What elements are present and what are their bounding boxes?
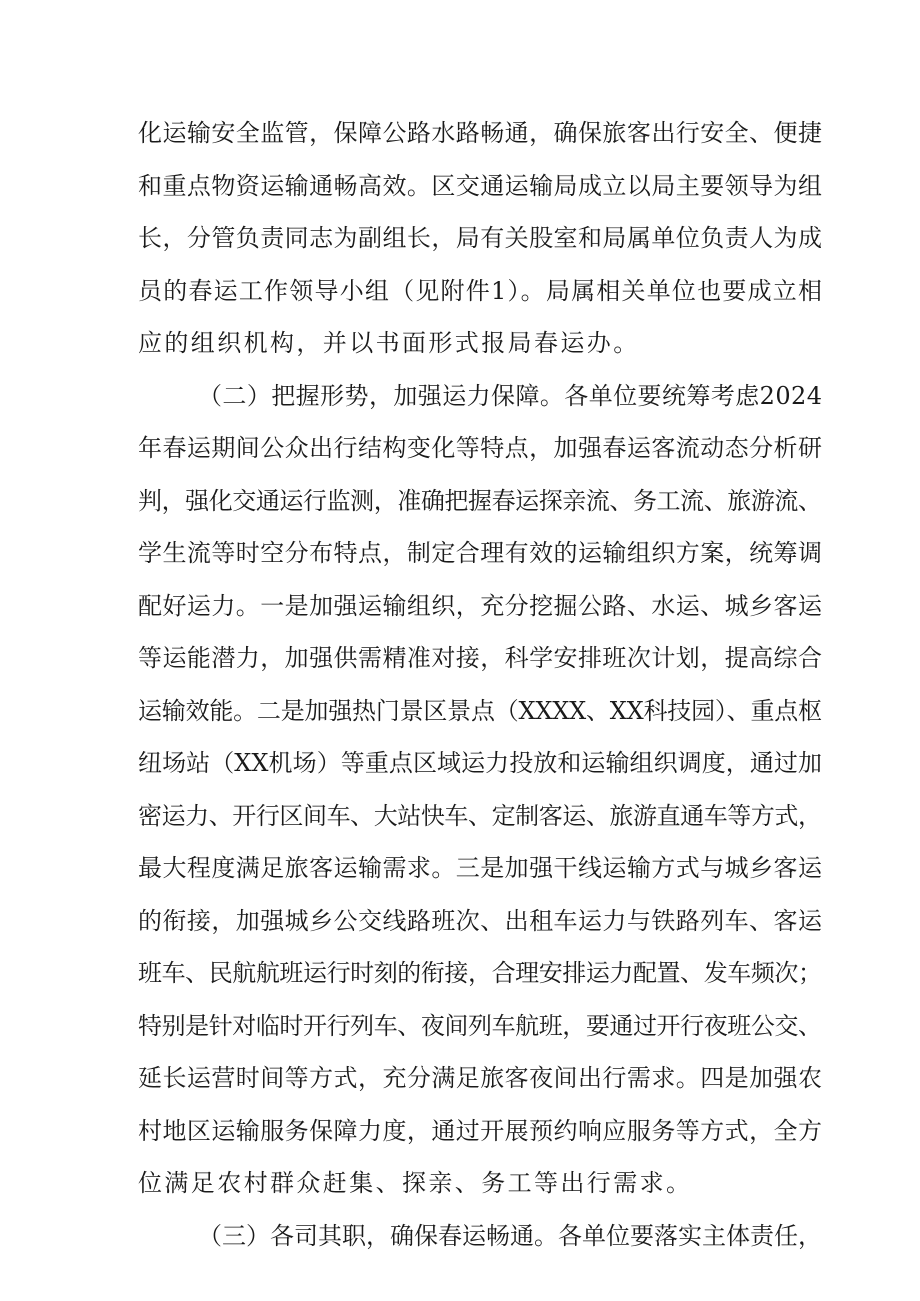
paragraph-line: 配好运力。一是加强运输组织，充分挖掘公路、水运、城乡客运 bbox=[138, 591, 823, 620]
paragraph-line: 村地区运输服务保障力度，通过开展预约响应服务等方式，全方 bbox=[138, 1116, 823, 1145]
paragraph-p3 bbox=[138, 1210, 822, 1263]
paragraph-line: 纽场站（XX机场）等重点区域运力投放和运输组织调度，通过加 bbox=[138, 749, 823, 777]
paragraph-line: 化运输安全监管，保障公路水路畅通，确保旅客出行安全、便捷 bbox=[138, 119, 823, 147]
paragraph-p1 bbox=[138, 107, 822, 370]
paragraph-line: 长，分管负责同志为副组长，局有关股室和局属单位负责人为成 bbox=[138, 224, 823, 252]
paragraph-line: 特别是针对临时开行列车、夜间列车航班，要通过开行夜班公交、 bbox=[138, 1011, 822, 1040]
paragraph-line: 和重点物资运输通畅高效。区交通运输局成立以局主要领导为组 bbox=[138, 171, 823, 200]
paragraph-line: 班车、民航航班运行时刻的衔接，合理安排运力配置、发车频次； bbox=[138, 959, 822, 987]
paragraph-line: 密运力、开行区间车、大站快车、定制客运、旅游直通车等方式， bbox=[138, 801, 822, 830]
paragraph-line: 等运能潜力，加强供需精准对接，科学安排班次计划，提高综合 bbox=[138, 644, 823, 672]
paragraph-line: 位满足农村群众赶集、探亲、务工等出行需求。 bbox=[138, 1169, 693, 1197]
paragraph-p2 bbox=[138, 370, 822, 1210]
paragraph-line: 的衔接，加强城乡公交线路班次、出租车运力与铁路列车、客运 bbox=[138, 906, 823, 935]
paragraph-line: 员的春运工作领导小组（见附件1）。局属相关单位也要成立相 bbox=[138, 276, 824, 305]
paragraph-line: 年春运期间公众出行结构变化等特点，加强春运客流动态分析研 bbox=[138, 434, 823, 462]
paragraph-line: （三）各司其职，确保春运畅通。各单位要落实主体责任， bbox=[198, 1221, 822, 1250]
paragraph-line: 学生流等时空分布特点，制定合理有效的运输组织方案，统筹调 bbox=[138, 539, 823, 567]
paragraph-line: 运输效能。二是加强热门景区景点（XXXX、XX科技园）、重点枢 bbox=[138, 696, 822, 725]
paragraph-line: 判，强化交通运行监测，准确把握春运探亲流、务工流、旅游流、 bbox=[138, 486, 822, 515]
paragraph-line: 应的组织机构，并以书面形式报局春运办。 bbox=[138, 329, 640, 357]
paragraph-line: 最大程度满足旅客运输需求。三是加强干线运输方式与城乡客运 bbox=[138, 854, 823, 882]
document-body bbox=[138, 107, 822, 1262]
paragraph-line: 延长运营时间等方式，充分满足旅客夜间出行需求。四是加强农 bbox=[138, 1064, 823, 1092]
paragraph-line: （二）把握形势，加强运力保障。各单位要统筹考虑2024 bbox=[198, 381, 823, 410]
